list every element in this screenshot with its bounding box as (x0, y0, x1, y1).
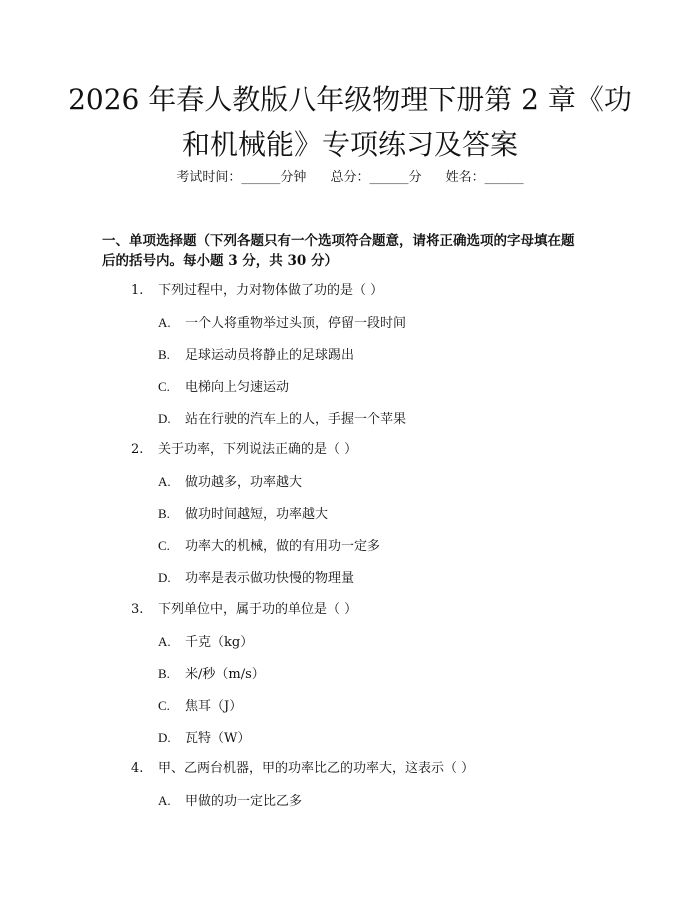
option-letter: D. (158, 570, 171, 585)
question-3 (131, 600, 357, 620)
option-letter: C. (158, 698, 170, 713)
section-heading-line-2: 后的括号内。每小题 3 分，共 30 分） (102, 253, 338, 269)
option-letter: C. (158, 538, 170, 553)
question-1-option-c (158, 377, 289, 398)
question-1-option-b (158, 345, 354, 366)
option-text: 千克（kg） (185, 635, 254, 650)
question-3-option-d (158, 728, 250, 749)
option-letter: A. (158, 634, 171, 649)
option-letter: B. (158, 666, 170, 681)
option-letter: C. (158, 379, 170, 394)
option-text: 电梯向上匀速运动 (185, 380, 290, 395)
option-letter: B. (158, 347, 170, 362)
option-letter: A. (158, 315, 171, 330)
option-text: 功率是表示做功快慢的物理量 (185, 571, 355, 586)
question-2 (131, 440, 357, 460)
option-letter: A. (158, 793, 171, 808)
question-1-option-a (158, 313, 406, 334)
option-letter: D. (158, 411, 171, 426)
option-text: 米/秒（m/s） (185, 667, 265, 682)
option-text: 做功时间越短，功率越大 (185, 507, 329, 522)
question-number: 1. (131, 283, 144, 298)
option-text: 瓦特（W） (185, 731, 251, 746)
option-text: 焦耳（J） (185, 699, 243, 714)
total-score-field: 总分：______分 (330, 170, 422, 185)
title-line-2: 和机械能》专项练习及答案 (181, 128, 518, 161)
option-text: 一个人将重物举过头顶，停留一段时间 (185, 316, 407, 331)
question-2-option-a (158, 472, 302, 493)
question-1-option-d (158, 409, 406, 430)
question-2-option-d (158, 568, 354, 589)
question-text: 甲、乙两台机器，甲的功率比乙的功率大，这表示（ ） (158, 761, 475, 776)
title-line-1: 2026 年春人教版八年级物理下册第 2 章《功 (68, 83, 632, 116)
option-letter: D. (158, 730, 171, 745)
section-heading-line-1: 一、单项选择题（下列各题只有一个选项符合题意，请将正确选项的字母填在题 (102, 233, 575, 249)
question-2-option-c (158, 536, 380, 557)
option-text: 甲做的功一定比乙多 (185, 794, 303, 809)
option-text: 站在行驶的汽车上的人，手握一个苹果 (185, 412, 407, 427)
question-text: 下列过程中，力对物体做了功的是（ ） (158, 283, 384, 298)
question-number: 4. (131, 761, 144, 776)
question-number: 2. (131, 442, 144, 457)
question-number: 3. (131, 602, 144, 617)
question-text: 关于功率，下列说法正确的是（ ） (158, 442, 358, 457)
section-heading (102, 231, 600, 271)
option-text: 做功越多，功率越大 (185, 475, 303, 490)
option-letter: A. (158, 474, 171, 489)
question-4 (131, 759, 474, 779)
question-3-option-a (158, 632, 253, 653)
student-name-field: 姓名：______ (445, 170, 524, 185)
question-3-option-c (158, 696, 242, 717)
option-letter: B. (158, 506, 170, 521)
question-4-option-a (158, 791, 302, 812)
document-title (60, 77, 640, 167)
exam-info (0, 168, 700, 188)
question-text: 下列单位中，属于功的单位是（ ） (158, 602, 358, 617)
question-2-option-b (158, 504, 328, 525)
question-3-option-b (158, 664, 265, 685)
option-text: 足球运动员将静止的足球踢出 (185, 348, 355, 363)
exam-time-field: 考试时间：______分钟 (176, 170, 307, 185)
option-text: 功率大的机械，做的有用功一定多 (185, 539, 381, 554)
question-1 (131, 281, 383, 301)
